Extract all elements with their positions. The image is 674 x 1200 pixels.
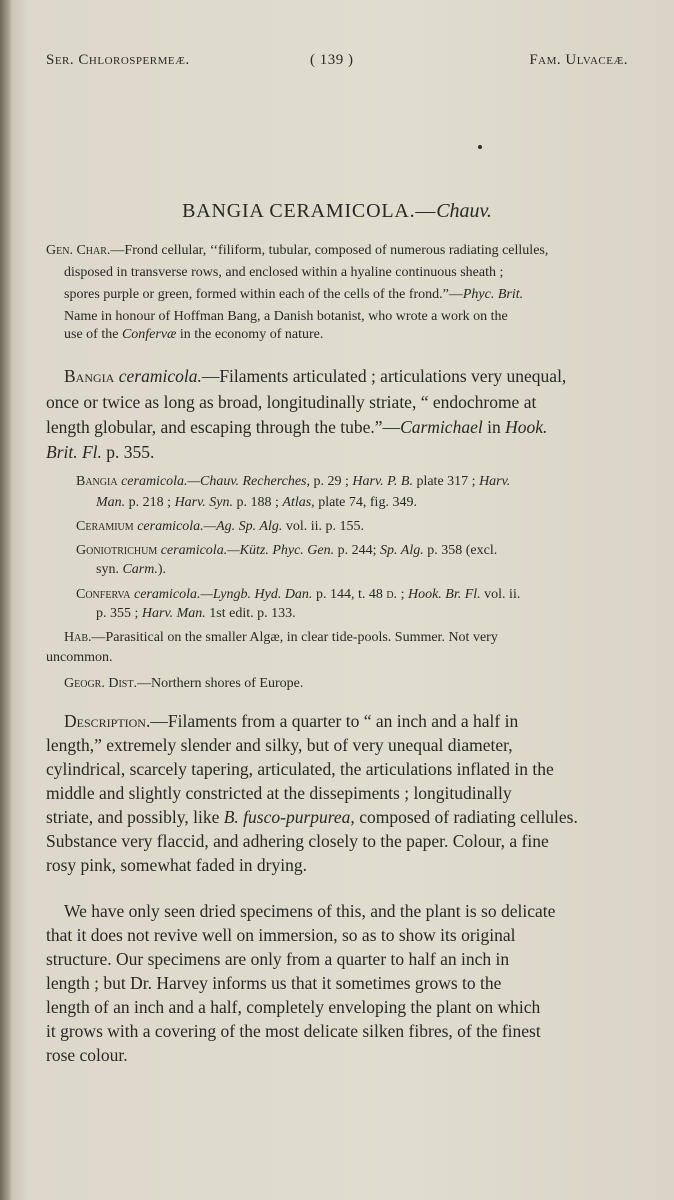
remarks-line: it grows with a covering of the most delicate silken fibres, of the finest (46, 1021, 541, 1041)
species-char-line: length globular, and escaping through the tube.”—Carmichael in Hook. (46, 417, 548, 437)
description-line: length,” extremely slender and silky, but of very unequal diameter, (46, 735, 513, 755)
description-line: middle and slightly constricted at the dissepiments ; longitudinally (46, 783, 512, 803)
series-header: Ser. Chlorospermeæ. (46, 52, 190, 68)
family-header: Fam. Ulvaceæ. (529, 52, 628, 68)
synonym-line: Goniotrichum ceramicola.—Kütz. Phyc. Gen. p. 244; Sp. Alg. p. 358 (excl. (76, 543, 498, 558)
gen-char-line: use of the Confervæ in the economy of nature. (64, 327, 324, 342)
synonym-line: Ceramium ceramicola.—Ag. Sp. Alg. vol. ii. p. 155. (76, 519, 365, 534)
description-line: Description.—Filaments from a quarter to “ an inch and a half in (64, 711, 519, 731)
gen-char-line: spores purple or green, formed within each of the cells of the frond.”—Phyc. Brit. (64, 287, 524, 302)
distribution-line: Geogr. Dist.—Northern shores of Europe. (64, 676, 304, 691)
species-char-line: once or twice as long as broad, longitudinally striate, “ endochrome at (46, 392, 537, 412)
gen-char-line: Gen. Char.—Frond cellular, ‘‘filiform, tubular, composed of numerous radiating cellules, (46, 243, 549, 258)
species-char-line: Bangia ceramicola.—Filaments articulated ; articulations very unequal, (64, 366, 567, 386)
page-number: ( 139 ) (310, 52, 354, 68)
synonym-line: syn. Carm.). (96, 562, 167, 577)
book-spine-shadow (0, 0, 12, 1200)
remarks-line: that it does not revive well on immersion, so as to show its original (46, 925, 516, 945)
remarks-line: structure. Our specimens are only from a quarter to half an inch in (46, 949, 510, 969)
species-title (0, 200, 674, 223)
remarks-line: length of an inch and a half, completely enveloping the plant on which (46, 997, 541, 1017)
synonym-line: Man. p. 218 ; Harv. Syn. p. 188 ; Atlas, plate 74, fig. 349. (96, 495, 417, 510)
species-title-author: Chauv. (436, 200, 492, 222)
description-line: cylindrical, scarcely tapering, articulated, the articulations inflated in the (46, 759, 554, 779)
species-title-main: BANGIA CERAMICOLA.— (182, 200, 437, 222)
synonym-line: Conferva ceramicola.—Lyngb. Hyd. Dan. p. 144, t. 48 d. ; Hook. Br. Fl. vol. ii. (76, 587, 521, 602)
synonym-line: p. 355 ; Harv. Man. 1st edit. p. 133. (96, 606, 296, 621)
gen-char-line: Name in honour of Hoffman Bang, a Danish botanist, who wrote a work on the (64, 309, 508, 324)
habitat-line: Hab.—Parasitical on the smaller Algæ, in clear tide-pools. Summer. Not very (64, 630, 498, 645)
remarks-line: rose colour. (46, 1045, 128, 1065)
description-line: striate, and possibly, like B. fusco-purpurea, composed of radiating cellules. (46, 807, 578, 827)
habitat-line: uncommon. (46, 650, 113, 665)
ink-speck (478, 145, 482, 149)
description-line: Substance very flaccid, and adhering closely to the paper. Colour, a fine (46, 831, 549, 851)
synonym-line: Bangia ceramicola.—Chauv. Recherches, p. 29 ; Harv. P. B. plate 317 ; Harv. (76, 474, 511, 489)
gen-char-line: disposed in transverse rows, and enclosed within a hyaline continuous sheath ; (64, 265, 504, 280)
remarks-line: length ; but Dr. Harvey informs us that it sometimes grows to the (46, 973, 502, 993)
description-line: rosy pink, somewhat faded in drying. (46, 855, 307, 875)
species-char-line: Brit. Fl. p. 355. (46, 442, 155, 462)
remarks-line: We have only seen dried specimens of this, and the plant is so delicate (64, 901, 556, 921)
